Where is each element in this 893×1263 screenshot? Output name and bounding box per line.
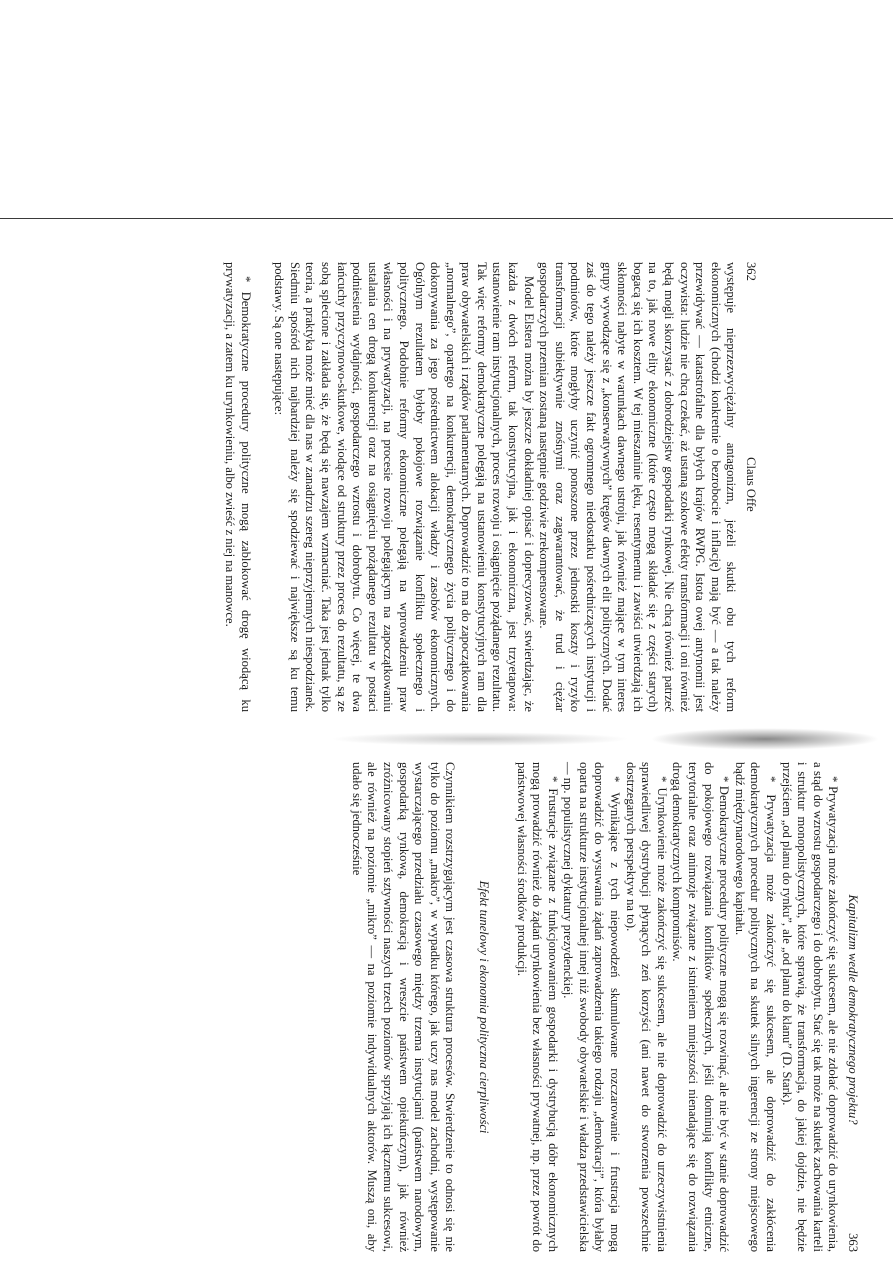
scan-smudge bbox=[650, 728, 880, 750]
bullet-point: * Prywatyzacja może zakończyć się sukcesem, ale nie zdołać doprowadzić do urynkowienia, a stąd do wzrostu gospodarczego i do dobrobytu. Stać się tak może na skutek zachowania karteli i struktur monopolistycznych, które sprawią, że transformacja, do jakiej dojdzie, nie będzie przejściem „od planu do rynku”, ale „od planu do klanu” (D. Stark). bbox=[779, 762, 841, 1252]
running-head-title: Kapitalizm wedle demokratycznego projektu? bbox=[846, 894, 860, 1125]
bullet-point: * Wynikające z tych niepowodzeń skumulowane rozczarowanie i frustracja mogą doprowadzić do wysuwania żądań zaprowadzenia takiego rodzaju „demokracji”, która byłaby oparta na strukturze instytucjonalnej innej niż swobody obywatelskie i władza przedstawicielska — np. populistycznej dyktatury prezydenckiej. bbox=[561, 762, 623, 1252]
bullet-point: * Urynkowienie może zakończyć się sukcesem, ale nie doprowadzić do urzeczywistnienia sprawiedliwej dystrybucji płynących zeń korzyści (ani nawet do stworzenia powszechnie dostrzeganych perspektyw na to). bbox=[623, 762, 669, 1252]
page-number: 363 bbox=[846, 1233, 860, 1252]
paragraph: Model Elstera można by jeszcze dokładniej opisać i doprecyzować, stwierdzając, że każda z dwóch reform, tak konstytucyjna, jak i ekonomiczna, jest trzyetapowa: ustanowienie ram instytucjonalnych, proces rozwoju i osiągnięcie pożądanego rezultatu. Tak więc reformy demokratyczne polegają na ustanowieniu konstytucyjnych ram dla praw obywatelskich i rządów parlamentarnych. Doprowadzić to ma do zapoczątkowania „normalnego”, opartego na konkurencji, demokratycznego życia politycznego i do dokonywania za jego pośrednictwem alokacji władzy i zasobów ekonomicznych. Ogólnym rezultatem byłoby pokojowe rozwiązanie konfliktu społecznego i politycznego. Podobnie reformy ekonomiczne polegają na wprowadzeniu praw własności i na prywatyzacji, na procesie rozwoju polegającym na zapoczątkowaniu ustalania cen drogą konkurencji oraz na osiągnięciu pożądanego rezultatu w postaci podniesienia wydajności, gospodarczego wzrostu i dobrobytu. Co więcej, te dwa łańcuchy przyczynowo-skutkowe, wiodące od struktury przez proces do rezultatu, są ze sobą splecione i zakłada się, że będą się nawzajem wzmacniać. Taka jest jednak tylko teoria, a praktyka może mieć dla nas w zanadrzu szereg nieprzyjemnych niespodzianek. Siedmiu spośród nich najbardziej należy się spodziewać i największe są ku temu podstawy. Są one następujące: bbox=[272, 262, 536, 712]
paragraph: Czynnikiem rozstrzygającym jest czasowa struktura procesów. Stwierdzenie to odnosi się nie tylko do poziomu „makro”, w wypadku którego, jak uczy nas model zachodni, występowanie wystarczającego przedziału czasowego między trzema instytucjami (państwem narodowym, gospodarką rynkową, demokracją i wreszcie państwem opiekuńczym), jak również zróżnicowany stopień sztywności naszych trzech poziomów sprzyjają ich łącznemu sukcesowi, ale również na poziomie „mikro” — na poziomie indywidualnych aktorów. Muszą oni, aby udało się jednocześnie bbox=[349, 762, 458, 1252]
paragraph: występuje nieprzezwyciężalny antagonizm, jeżeli skutki obu tych reform ekonomicznych (chodzi konkretnie o bezrobocie i inflację) mają być — a tak należy przewidywać — katastrofalne dla byłych krajów RWPG. Istota owej antynomii jest oczywista: ludzie nie chcą czekać, aż ustaną szokowe efekty transformacji i oni również będą mogli skorzystać z dobrodziejstw gospodarki rynkowej. Nie chcą również patrzeć na to, jak nowe elity ekonomiczne (które często mogą składać się z części starych) bogacą się ich kosztem. W tej mieszaninie lęku, resentymentu i zawiści utwierdzają ich skłonności nabyte w warunkach dawnego ustroju, jak również mające w tym interes grupy wywodzące się z „konserwatywnych” kręgów dawnych elit politycznych. Dodać zaś do tego należy jeszcze fakt ogromnego niedostatku pośredniczących instytucji i podmiotów, które mogłyby uczynić ponoszone przez jednostki koszty i ryzyko transformacji subiektywnie znośnymi oraz zagwarantować, że trud i ciężar gospodarczych przemian zostaną następnie godziwie zrekompensowane. bbox=[537, 262, 739, 712]
page-number: 362 bbox=[744, 262, 758, 281]
section-title: Efekt tunelowy i ekonomia polityczna cierpliwości bbox=[476, 880, 491, 1134]
scan-smudge bbox=[330, 732, 630, 746]
bullet-point: * Prywatyzacja może zakończyć się sukcesem, ale doprowadzić do zakłócenia demokratycznych procedur politycznych na skutek silnych ingerencji ze strony miejscowego bądź międzynarodowego kapitału. bbox=[732, 762, 779, 1252]
scan-edge-line bbox=[0, 218, 893, 219]
bullet-point: * Frustracje związane z funkcjonowaniem gospodarki i dystrybucją dóbr ekonomicznych mogą prowadzić również do żądań urynkowienia bez własności prywatnej, np. przez powrót do państwowej własności środków produkcji. bbox=[514, 762, 560, 1252]
page-363 bbox=[220, 762, 860, 1252]
running-head-title: Claus Offe bbox=[744, 457, 758, 512]
bullet-point: * Demokratyczne procedury polityczne mogą się rozwinąć, ale nie być w stanie doprowadzić do pokojowego rozwiązania konfliktów społecznych, jeśli dominują konflikty etniczne, terytorialne oraz animozje związane z istnieniem mniejszości nienadające się do rozwiązania drogą demokratycznych kompromisów. bbox=[670, 762, 732, 1252]
running-head bbox=[742, 262, 758, 712]
page-362 bbox=[208, 262, 758, 712]
running-head bbox=[844, 762, 860, 1252]
bullet-point: * Demokratyczne procedury polityczne mogą zablokować drogę wiodącą ku prywatyzacji, a zatem ku urynkowieniu, albo zwieść z niej na manowce. bbox=[223, 262, 253, 712]
